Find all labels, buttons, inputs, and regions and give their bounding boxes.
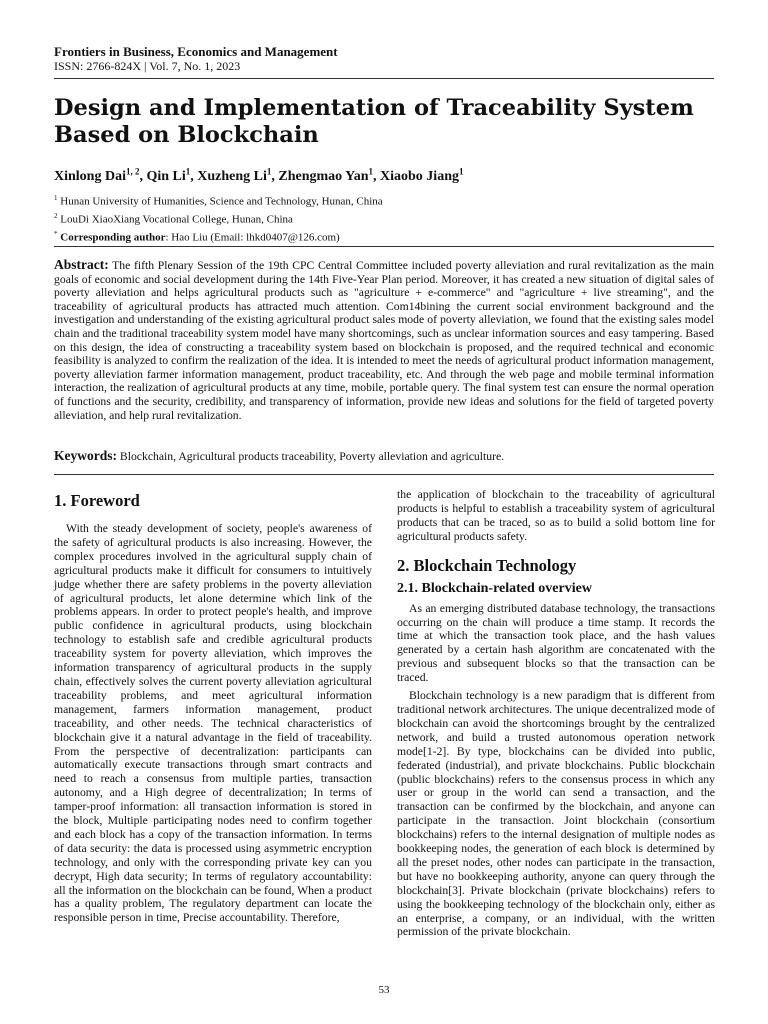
affiliation-mark: 2 xyxy=(54,212,58,221)
author-separator: , xyxy=(190,168,198,184)
running-header xyxy=(54,44,714,73)
author-separator: , xyxy=(373,168,381,184)
corresponding-text: : Hao Liu (Email: lhkd0407@126.com) xyxy=(165,231,340,244)
right-column xyxy=(397,488,715,939)
author-name: Xiaobo Jiang xyxy=(380,168,459,184)
author-name: Qin Li xyxy=(146,168,186,184)
keywords-text: Blockchain, Agricultural products traceability, Poverty alleviation and agriculture. xyxy=(119,450,505,463)
paper-title: Design and Implementation of Traceability System Based on Blockchain xyxy=(54,95,694,148)
keywords xyxy=(54,449,714,464)
author-affiliation-mark: 1 xyxy=(368,166,374,176)
author-name: Xuzheng Li xyxy=(197,168,267,184)
author xyxy=(54,166,147,184)
author-name: Zhengmao Yan xyxy=(278,168,369,184)
section-heading-foreword: 1. Foreword xyxy=(54,491,140,510)
author-name: Xinlong Dai xyxy=(54,168,126,184)
body-paragraph: Blockchain technology is a new paradigm that is different from traditional network architectures. The unique decentralized mode of blockchain can avoid the shortcomings brought by the centralized network, and build a trusted autonomous operation network mode[1-2]. By type, blockchains can be divided into public, federated (industrial), and private blockchains. Public blockchain (public blockchains) refers to the consensus process in which any user or group in the world can send a transaction, and the transaction can be confirmed by the blockchain, and anyone can participate in the transaction. Joint blockchain (consortium blockchains) refers to the internal designation of multiple nodes as bookkeeping nodes, the generation of each block is determined by all the preset nodes, other nodes can participate in the transaction, but have no bookkeeping authority, anyone can query through the blockchain[3]. Private blockchain (private blockchains) refers to using the bookkeeping technology of the blockchain only, either as an enterprise, a company, or an individual, with the written permission of the private blockchain. xyxy=(397,689,715,939)
section-heading-blockchain-technology: 2. Blockchain Technology xyxy=(397,555,577,575)
body-paragraph-continued: the application of blockchain to the traceability of agricultural products is helpful to establish a traceability system of agricultural products that can be traced, so as to build a solid bottom line for agricultural products safety. xyxy=(397,488,715,543)
affiliation xyxy=(54,191,714,209)
page-number: 53 xyxy=(378,984,390,996)
affiliation-list xyxy=(54,191,714,245)
author-affiliation-mark: 1 xyxy=(185,166,191,176)
author-separator: , xyxy=(139,168,147,184)
affiliation-mark: 1 xyxy=(54,194,58,202)
journal-name: Frontiers in Business, Economics and Management xyxy=(54,44,338,59)
header-rule xyxy=(54,78,714,79)
abstract-text: The fifth Plenary Session of the 19th CPC Central Committee included poverty alleviation and rural revitalization as the main goals of economic and social development during the 14th Five-Year Plan period. Moreover, it has created a new situation of digital sales of poverty alleviation and helps agricultural products such as "agriculture + e-commerce" and "agriculture + live streaming", and the traceability of agricultural products has attracted much attention. Com14bining the current social environment background and the investigation and understanding of the existing agricultural product sales mode of poverty alleviation, we found that the existing sales model chain and the traditional traceability system model have many shortcomings, such as unclear information sources and easy tampering. Based on this design, the idea of constructing a traceability system based on blockchain is proposed, and the required technical and economic feasibility is analyzed to confirm the realization of the idea. It is intended to meet the needs of agricultural product information management, poverty alleviation farmer information management, product traceability, etc. And through the web page and mobile terminal information interaction, the realization of agricultural products at any time, mobile, portable query. The final system test can ensure the normal operation of functions and the security, credibility, and transparency of information, provide new ideas and solutions for the field of targeted poverty alleviation, and help rural revitalization. xyxy=(54,259,714,422)
keywords-label: Keywords: xyxy=(54,448,117,463)
corresponding-author xyxy=(54,227,714,245)
author-affiliation-mark: 1 xyxy=(458,166,464,176)
body-paragraph: With the steady development of society, people's awareness of the safety of agricultural products is also increasing. However, the complex procedures involved in the agricultural supply chain of agricultural products make it difficult for consumers to intuitively judge whether there are safety problems in the poverty alleviation of agricultural products, let alone determine which link of the problems appears. In order to protect people's health, and improve public confidence in agricultural products, using blockchain technology to establish safe and credible agricultural products traceability system for poverty alleviation, which improves the information transparency of agricultural products in the supply chain, effectively solves the current poverty alleviation agricultural traceability problems, and meet agricultural information management, farmers information management, product traceability, and other needs. The technical characteristics of blockchain give it a natural advantage in the field of traceability. From the perspective of decentralization: participants can automatically execute transactions through smart contracts and need to reach a consensus from multiple parties, transaction autonomy, and a High degree of decentralization; In terms of tamper-proof information: all transaction information is stored in the block, Multiple participating nodes need to confirm together and each block has a copy of the transaction information. In terms of data security: the data is processed using asymmetric encryption technology, and only with the corresponding private key can you decrypt, High data security; In terms of regulatory accountability: all the information on the blockchain can be found, When a product has a quality problem, The regulatory department can locate the responsible person in time, Precise accountability. Therefore, xyxy=(54,522,372,925)
author-affiliation-mark: 1, 2 xyxy=(125,166,140,176)
author-separator: , xyxy=(271,168,279,184)
left-column xyxy=(54,488,372,925)
body-paragraph: As an emerging distributed database technology, the transactions occurring on the chain will produce a time stamp. It records the time at which the transaction took place, and the hash values generated by a certain hash algorithm are concatenated with the previous and subsequent blocks so that the transaction can be traced. xyxy=(397,601,715,685)
author xyxy=(146,166,198,184)
subsection-heading-overview: 2.1. Blockchain-related overview xyxy=(397,580,592,596)
author-affiliation-mark: 1 xyxy=(266,166,272,176)
affiliation-text: Hunan University of Humanities, Science and Technology, Hunan, China xyxy=(60,195,383,208)
author xyxy=(380,166,464,184)
affiliation xyxy=(54,209,714,227)
author xyxy=(197,166,279,184)
body-top-rule xyxy=(54,474,714,475)
issn-volume-line: ISSN: 2766-824X | Vol. 7, No. 1, 2023 xyxy=(54,59,241,73)
corresponding-mark: * xyxy=(54,230,58,239)
author xyxy=(278,166,381,184)
affiliation-text: LouDi XiaoXiang Vocational College, Hunan, China xyxy=(60,213,293,226)
author-list xyxy=(54,162,714,186)
abstract-top-rule xyxy=(54,246,714,247)
abstract-label: Abstract: xyxy=(54,257,109,272)
corresponding-label: Corresponding author xyxy=(60,231,166,244)
abstract xyxy=(54,258,714,422)
